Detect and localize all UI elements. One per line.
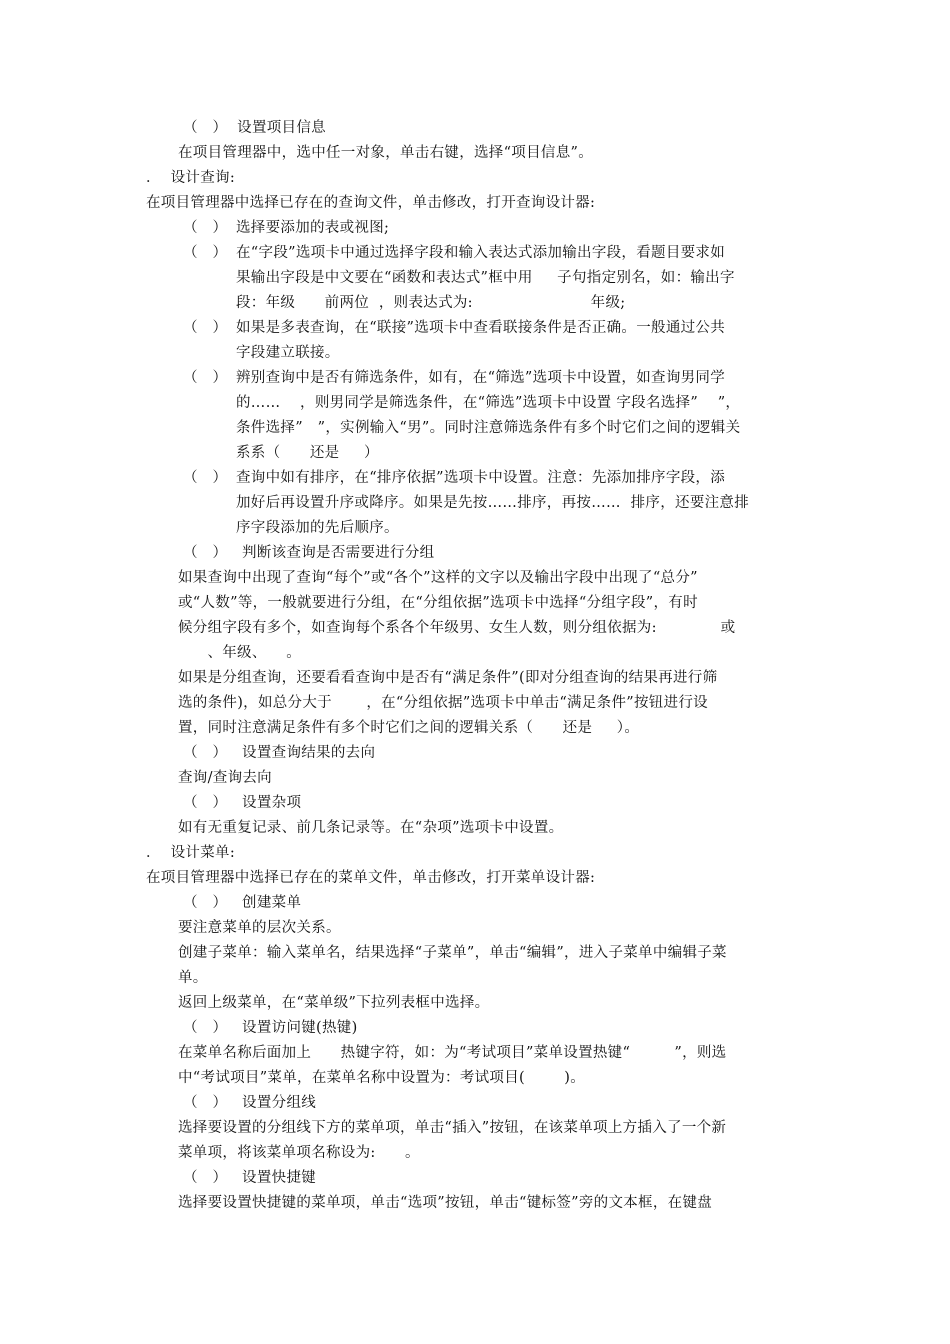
text-line: 字段建立联接。: [236, 345, 340, 361]
text-line: （ ） 设置项目信息: [183, 120, 326, 136]
text-line: 如果是分组查询，还要看看查询中是否有“满足条件”(即对分组查询的结果再进行筛: [178, 670, 718, 686]
text-line: 在项目管理器中选择已存在的查询文件，单击修改，打开查询设计器:: [146, 195, 596, 211]
text-line: 选择要设置的分组线下方的菜单项，单击“插入”按钮，在该菜单项上方插入了一个新: [178, 1120, 727, 1136]
text-line: （ ） 设置查询结果的去向: [183, 745, 376, 761]
text-line: 加好后再设置升序或降序。如果是先按……排序，再按…… 排序，还要注意排: [236, 495, 750, 511]
list-marker: （ ）: [183, 470, 228, 486]
text-line: 要注意菜单的层次关系。: [178, 920, 341, 936]
text-line: 选择要添加的表或视图;: [236, 220, 390, 236]
text-line: 选择要设置快捷键的菜单项，单击“选项”按钮，单击“键标签”旁的文本框，在键盘: [178, 1195, 713, 1211]
text-line: （ ） 设置分组线: [183, 1095, 317, 1111]
list-marker: （ ）: [183, 245, 228, 261]
text-line: （ ） 设置访问键(热键): [183, 1020, 358, 1036]
text-line: 创建子菜单：输入菜单名，结果选择“子菜单”，单击“编辑”，进入子菜单中编辑子菜: [178, 945, 727, 961]
text-line: 、年级、 。: [178, 645, 302, 661]
list-marker: （ ）: [183, 370, 228, 386]
text-line: 在菜单名称后面加上 热键字符，如：为“考试项目”菜单设置热键“ ”，则选: [178, 1045, 727, 1061]
text-line: 系系（ 还是 ）: [236, 445, 379, 461]
text-line: 在项目管理器中，选中任一对象，单击右键，选择“项目信息”。: [178, 145, 594, 161]
text-line: 果输出字段是中文要在“函数和表达式”框中用 子句指定别名，如：输出字: [236, 270, 735, 286]
text-line: （ ） 设置快捷键: [183, 1170, 317, 1186]
text-line: 如果查询中出现了查询“每个”或“各个”这样的文字以及输出字段中出现了“总分”: [178, 570, 698, 586]
text-line: 在“字段”选项卡中通过选择字段和输入表达式添加输出字段，看题目要求如: [236, 245, 726, 261]
text-line: 候分组字段有多个，如查询每个系各个年级男、女生人数，则分组依据为: 或: [178, 620, 736, 636]
section-heading: ． 设计菜单:: [146, 845, 236, 861]
text-line: 中“考试项目”菜单，在菜单名称中设置为：考试项目( )。: [178, 1070, 586, 1086]
text-line: 置，同时注意满足条件有多个时它们之间的逻辑关系（ 还是 ）。: [178, 720, 640, 736]
text-line: 如果是多表查询，在“联接”选项卡中查看联接条件是否正确。一般通过公共: [236, 320, 726, 336]
list-marker: （ ）: [183, 220, 228, 236]
text-line: 单。: [178, 970, 208, 986]
section-heading: ． 设计查询:: [146, 170, 236, 186]
text-line: 菜单项，将该菜单项名称设为: 。: [178, 1145, 420, 1161]
text-line: 段：年级 前两位 ，则表达式为: 年级;: [236, 295, 626, 311]
text-line: （ ） 设置杂项: [183, 795, 302, 811]
list-marker: （ ）: [183, 320, 228, 336]
text-line: （ ） 创建菜单: [183, 895, 302, 911]
text-line: 辨别查询中是否有筛选条件，如有，在“筛选”选项卡中设置，如查询男同学: [236, 370, 726, 386]
text-line: 返回上级菜单，在“菜单级”下拉列表框中选择。: [178, 995, 490, 1011]
text-line: 的…… ，则男同学是筛选条件，在“筛选”选项卡中设置 字段名选择” ”，: [236, 395, 741, 411]
text-line: 查询中如有排序，在“排序依据”选项卡中设置。注意：先添加排序字段，添: [236, 470, 726, 486]
text-line: 在项目管理器中选择已存在的菜单文件，单击修改，打开菜单设计器:: [146, 870, 596, 886]
text-line: （ ） 判断该查询是否需要进行分组: [183, 545, 435, 561]
text-line: 如有无重复记录、前几条记录等。在“杂项”选项卡中设置。: [178, 820, 564, 836]
text-line: 查询/查询去向: [178, 770, 272, 786]
text-line: 或“人数”等，一般就要进行分组，在“分组依据”选项卡中选择“分组字段”，有时: [178, 595, 698, 611]
text-line: 条件选择” ”，实例输入“男”。同时注意筛选条件有多个时它们之间的逻辑关: [236, 420, 741, 436]
text-line: 选的条件)，如总分大于 ，在“分组依据”选项卡中单击“满足条件”按钮进行设: [178, 695, 708, 711]
text-line: 序字段添加的先后顺序。: [236, 520, 399, 536]
